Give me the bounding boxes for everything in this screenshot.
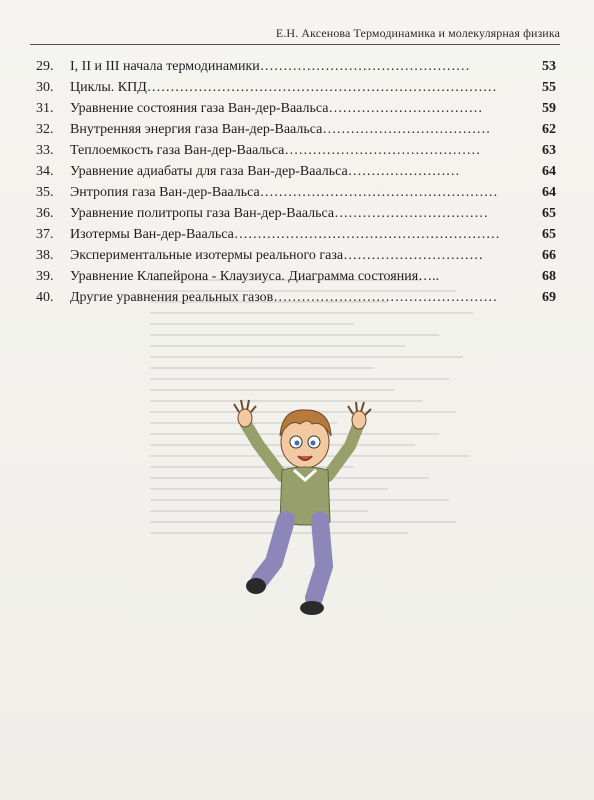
toc-entry-title: Энтропия газа Ван-дер-Ваальса……………………………………………: [70, 185, 498, 200]
toc-entry-page: 53: [542, 59, 556, 74]
toc-entry-title: Уравнение Клапейрона - Клаузиуса. Диаграмма состояния…..: [70, 269, 440, 284]
left-arm: [246, 424, 282, 476]
toc-entry-title: Уравнение политропы газа Ван-дер-Ваальса……………………………: [70, 206, 489, 221]
toc-entry-number: 31.: [36, 101, 54, 116]
toc-entry: [36, 140, 556, 161]
toc-entry-title: Теплоемкость газа Ван-дер-Ваальса……………………………………: [70, 143, 481, 158]
toc-entry-title: Внутренняя энергия газа Ван-дер-Ваальса………………………………: [70, 122, 491, 137]
toc-entry: [36, 224, 556, 245]
toc-entry-page: 62: [542, 122, 556, 137]
toc-entry-title: Уравнение состояния газа Ван-дер-Ваальса……………………………: [70, 101, 483, 116]
toc-entry-page: 68: [542, 269, 556, 284]
toc-entry: [36, 245, 556, 266]
toc-entry-title: Изотермы Ван-дер-Ваальса…………………………………………………: [70, 227, 500, 242]
toc-entry-title: I, II и III начала термодинамики………………………………………: [70, 59, 470, 74]
toc-entry: [36, 98, 556, 119]
right-shoe: [300, 601, 324, 615]
toc-entry-number: 39.: [36, 269, 54, 284]
toc-entry-title: Другие уравнения реальных газов…………………………………………: [70, 290, 498, 305]
toc-entry: [36, 266, 556, 287]
toc-entry-number: 34.: [36, 164, 54, 179]
toc-entry: [36, 203, 556, 224]
toc-entry-number: 33.: [36, 143, 54, 158]
toc-entry-page: 64: [542, 185, 556, 200]
toc-entry-number: 35.: [36, 185, 54, 200]
toc-entry-title: Циклы. КПД…………………………………………………………………: [70, 80, 497, 95]
toc-entry-page: 63: [542, 143, 556, 158]
jumping-boy-illustration: [230, 384, 380, 634]
toc-entry-title: Уравнение адиабаты для газа Ван-дер-Ваальса……………………: [70, 164, 460, 179]
toc-entry: [36, 77, 556, 98]
toc-entry-page: 55: [542, 80, 556, 95]
left-hand: [234, 400, 256, 427]
toc-entry-page: 66: [542, 248, 556, 263]
toc-entry: [36, 119, 556, 140]
left-shoe: [246, 578, 266, 594]
toc-entry-number: 29.: [36, 59, 54, 74]
right-leg: [314, 520, 324, 598]
head: [280, 410, 331, 468]
right-hand: [348, 402, 371, 429]
toc-entry-number: 38.: [36, 248, 54, 263]
toc-entry-page: 65: [542, 227, 556, 242]
toc-entry-number: 32.: [36, 122, 54, 137]
toc-entry-number: 37.: [36, 227, 54, 242]
toc-entry-page: 64: [542, 164, 556, 179]
toc-entry-page: 65: [542, 206, 556, 221]
toc-entry: [36, 161, 556, 182]
toc-entry-title: Экспериментальные изотермы реального газа…………………………: [70, 248, 484, 263]
toc-entry-page: 69: [542, 290, 556, 305]
toc-entry: [36, 182, 556, 203]
toc-entry-page: 59: [542, 101, 556, 116]
toc-entry: [36, 56, 556, 77]
table-of-contents: [36, 56, 556, 308]
toc-entry-number: 36.: [36, 206, 54, 221]
left-leg: [260, 520, 286, 580]
right-arm: [328, 426, 358, 476]
toc-entry: [36, 287, 556, 308]
header-rule: [30, 44, 560, 45]
running-header: Е.Н. Аксенова Термодинамика и молекулярная физика: [275, 26, 560, 40]
toc-entry-number: 40.: [36, 290, 54, 305]
toc-entry-number: 30.: [36, 80, 54, 95]
